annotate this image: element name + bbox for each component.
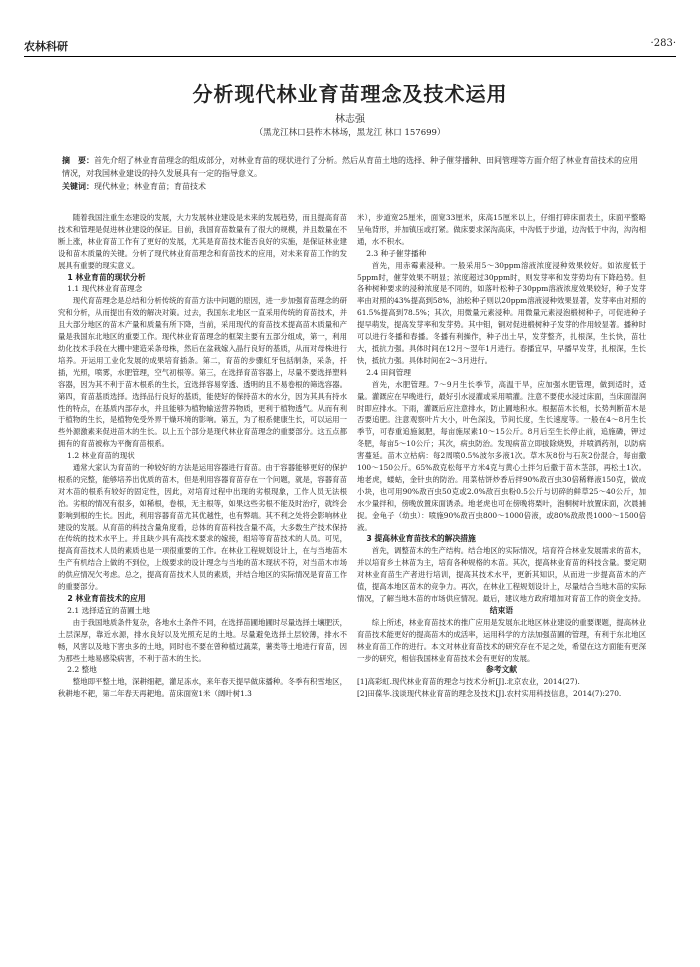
heading-section-1: 1 林业育苗的现状分析 bbox=[67, 272, 146, 282]
paragraph-conclusion: 综上所述，林业育苗技术的推广应用是发展东北地区林业建设的重要课题，提高林业育苗技术能更好的提高苗木的成活率，运用科学的方法加强苗圃的管理，有利于东北地区林业育苗工作的进行。本文对林业育苗技术的研究存在不足之处，希望在这方面能有更深一步的研究，相信我国林业育苗技术会有更好的发展。 bbox=[357, 617, 646, 663]
abstract-section bbox=[62, 154, 638, 193]
running-header bbox=[24, 36, 676, 54]
paragraph-2-4: 首先，水肥管理。7～9月生长季节，高温干旱，应加强水肥管理，做到适时，适量。灌溉应在早晚进行，最好引水浸灌或采用喷灌。注意不要使水浸过床面，当床面湿润时即应排水。下雨，灌溉后应注意排水，防止圃地积水。根据苗木长相，长势判断苗木是否要追肥。注意观察叶片大小，叶色深浅，节间长度，生长速度等。一般在4～8月生长季节，可春重追施氮肥，每亩施尿素10～15公斤。8月后至生长停止前，追施磷，钾过冬肥，每亩5～10公斤；其次，病虫防治。发现病苗立即拔除烧毁，并喷洒药剂，以防病害蔓延。苗木立枯病：每2周喷0.5%波尔多液1次。草木灰8份与石灰2份混合，每亩撒100～150公斤。65%敌克松每平方米4克与黄心土拌匀后撒于苗木茎部，再松土1次。地老虎，蝼蛄，金针虫的防治。用菜枯饼炒香后拌90%敌百虫30倍稀释液150克，做成小块，也可用90%敌百虫50克或2.0%敌百虫粉0.5公斤与切碎的鲜草25～40公斤，加水少量拌和，傍晚放置床面诱杀。地老虎也可在傍晚将栗叶，泡桐树叶放置床面，次晨捕捉。金龟子（幼虫）：喷施90%敌百虫800～1000倍液，或80%敌敌畏1000～1500倍液。 bbox=[357, 379, 646, 532]
heading-conclusion: 结束语 bbox=[489, 605, 514, 615]
heading-section-1-2: 1.2 林业育苗的现状 bbox=[67, 451, 135, 461]
heading-section-3: 3 提高林业育苗技术的解决措施 bbox=[366, 534, 476, 544]
keywords-text: 现代林业；林业育苗；育苗技术 bbox=[94, 182, 206, 191]
heading-section-2: 2 林业育苗技术的应用 bbox=[67, 594, 146, 603]
paragraph-1-2: 通常大家认为育苗的一种较好的方法是运用容器进行育苗。由于容器能够更好的保护根系的完整，能够培养出优质的苗木，但是利用容器育苗存在一个问题，就是，容器育苗对木苗的根系有较好的固定性，因此，对培育过程中出现的劣根现象，工作人员无法根治。劣根的情况有很多，如稀根，卷根，无主根等，如果这些劣根不能及时治疗，就终会影响到根的生长。因此，利用容器育苗尤其优越性，也有弊端。其不利之处将会影响林业建设的发展。从育苗的科技含量角度看，总体的育苗科技含量不高，大多数生产技术保持在传统的技术水平上。并且缺少具有高技术要求的嫁接，组培等育苗技术的人员。可见，提高育苗技术人员的素质也是一项很重要的工作。在林业工程规划设计上，在与当地苗木生产有机结合上做的不到位，上级要求的设计理念与当地的苗木现状不符，对当苗木市场的供应情况欠考虑。总之，提高育苗技术人员的素质，并结合地区的实际情况是育苗工作的重要部分。 bbox=[58, 463, 347, 592]
reference-item: [2]田葆华.浅谈现代林业育苗的理念及技术[J].农村实用科技信息，2014(7):270. bbox=[357, 689, 622, 699]
reference-item: [1]高彩虹.现代林业育苗的理念与技术分析[J].北京农业，2014(27). bbox=[357, 677, 580, 687]
paragraph-2-3: 首先，用赤霉素浸种。一般采用5～30ppm溶液浓度浸种效果较好。如浓度低于5ppm时，催芽效果不明显；浓度超过30ppm时，则发芽率和发芽势均有下降趋势。但各种树种要求的浸种浓度是不同的，如落叶松种子30ppm溶液浓度效果较好，种子发芽率由对照的43%提高到58%，油松种子则以20ppm溶液浸种效果显著，发芽率由对照的61.5%提高到78.5%；其次，用微量元素浸种。用微量元素浸泡椴树种子，可促进种子提早萌发，提高发芽率和发芽势。其中钼，铜对促进椴树种子发芽的作用较显著。播种时可以进行冬播和春播。冬播有利操作，种子出土早，发芽整齐，扎根深，生长快，苗壮大，抵抗力强。具体时间在12月～翌年1月进行。春播宜早，早播早发芽，扎根深，生长快，抵抗力强。具体时间在2～3月进行。 bbox=[357, 260, 646, 365]
heading-section-1-1: 1.1 现代林业育苗理念 bbox=[67, 284, 143, 294]
keywords-label: 关键词： bbox=[62, 182, 94, 191]
paragraph-1-1: 现代育苗理念是总结和分析传统的育苗方法中问题的原因，进一步加强育苗理念的研究和分析，从而提出有效的解决对策。过去，我国东北地区一直采用传统的育苗技术，并且大部分地区的苗木产量和质量有所下降，当前，采用现代的育苗技术提高苗木质量和产量是我国东北地区的重要工作。现代林业育苗理念的框架主要有五部分组成，第一，利用幼化技术手段在大棚中建造采条母株，然后在盆栽嫁入晶行良好的基质，从而对母株进行培养。开运用工业化发展的成果培育插条。第二，育苗的步骤紅牙包括制条，采条，扦插，光照，喷雾，水肥管理，空气初根等。第三，在选择育苗容器上，尽量不要选择塑料容器，因为其不利于苗木根系的生长，宜选择容易穿透、透明的且不易卷根的筛选容器。第四，育苗基质选择。选择品行良好的基质，能使好的保持苗木的水分，因为其具有持水性的特点，在基质内部存水，并且能够为植物输送营养物质，更利于植物透气。从而有利于植物的生长，是植物免受外界干燥环境的影响。第五，为了根系健康生长，可以运用一些外源激素来促进苗木的生长。以上五个部分是现代林业育苗理念的重要部分。这五点都拥有的育苗被称为平衡育苗根系。 bbox=[58, 296, 347, 449]
paragraph-2-1: 由于我国地质条件复杂，各地水土条件不同，在选择苗圃地圃时尽量选择土壤肥沃，土层深厚，靠近水源，排水良好以及光照充足的土地。尽量避免选择土层较薄，排水不畅，风害以及地下害虫多的土地，同时也不要在曾种植过蔬菜，薯类等土地进行育苗，因为那些土地易感染病害，不利于苗木的生长。 bbox=[58, 617, 347, 663]
keywords-paragraph bbox=[62, 180, 638, 193]
paragraph-2-2: 整地即平整土地，深耕细耙，灌足冻水，来年春天提早做床播种。冬季有积雪地区，秋耕地不耙，第二年春天再耙地。苗床面宽1米（阔叶树1.3 bbox=[58, 677, 347, 699]
article-title: 分析现代林业育苗理念及技术运用 bbox=[192, 82, 508, 106]
page-number: ·283· bbox=[650, 38, 676, 49]
paragraph-2-2-continued: 米），步道宽25厘米，面宽33厘米，床高15厘米以上，仔细打碎床面表土，床面平整略呈龟背形，并加镇压或打紧。做床要求深沟高床，中沟低于步道，边沟低于中沟，沟沟相通，水不积水。 bbox=[357, 213, 646, 246]
left-column bbox=[58, 212, 347, 952]
author-affiliation: （黑龙江林口县柞木林场，黑龙江 林口 157699） bbox=[254, 128, 446, 138]
header-divider bbox=[24, 56, 676, 57]
abstract-paragraph bbox=[62, 154, 638, 180]
heading-references: 参考文献 bbox=[485, 665, 518, 675]
heading-section-2-1: 2.1 选择适宜的苗圃土地 bbox=[67, 605, 150, 615]
heading-section-2-3: 2.3 种子催芽播种 bbox=[366, 248, 427, 258]
journal-name: 农林科研 bbox=[24, 40, 68, 53]
right-column bbox=[357, 212, 646, 952]
heading-section-2-2: 2.2 整地 bbox=[67, 665, 97, 675]
paragraph-3: 首先，调整苗木的生产结构。结合地区的实际情况，培育符合林业发展需求的苗木，并以培育乡土林苗为主，培育各种规格的木苗。其次，提高林业育苗的科技含量。要定期对林业育苗生产者进行培训，提高其技术水平，更新其知识，从而进一步提高苗木的产值，提高本地区苗木的竞争力。再次，在林业工程规划设计上，尽量结合当地木苗的实际情况，了解当地木苗的市场供应情况。最后，建议地方政府增加对育苗工作的资金支持。 bbox=[357, 546, 646, 603]
heading-section-2-4: 2.4 田间管理 bbox=[366, 367, 411, 377]
abstract-text: 首先介绍了林业育苗理念的组成部分，对林业育苗的现状进行了分析。然后从育苗土地的选择、种子催芽播种、田间管理等方面介绍了林业育苗技术的应用情况，对我国林业建设的持久发展具有一定的指导意义。 bbox=[62, 156, 638, 178]
abstract-label: 摘 要： bbox=[62, 156, 94, 165]
author-name: 林志强 bbox=[335, 114, 365, 125]
intro-paragraph: 随着我国注重生态建设的发展，大力发展林业建设是未来的发展趋势，而且提高育苗技术和管理是促进林业建设的保证。目前，我国育苗数量有了很大的规模，并且数量在不断上涨，林业育苗工作有了更好的发展，尤其是育苗技术能否良好的实施，是保证林业建设和苗木质量的关键。分析了现代林业育苗理念和育苗技术的应用，对未来育苗工作的发展具有重要的现实意义。 bbox=[58, 213, 347, 270]
